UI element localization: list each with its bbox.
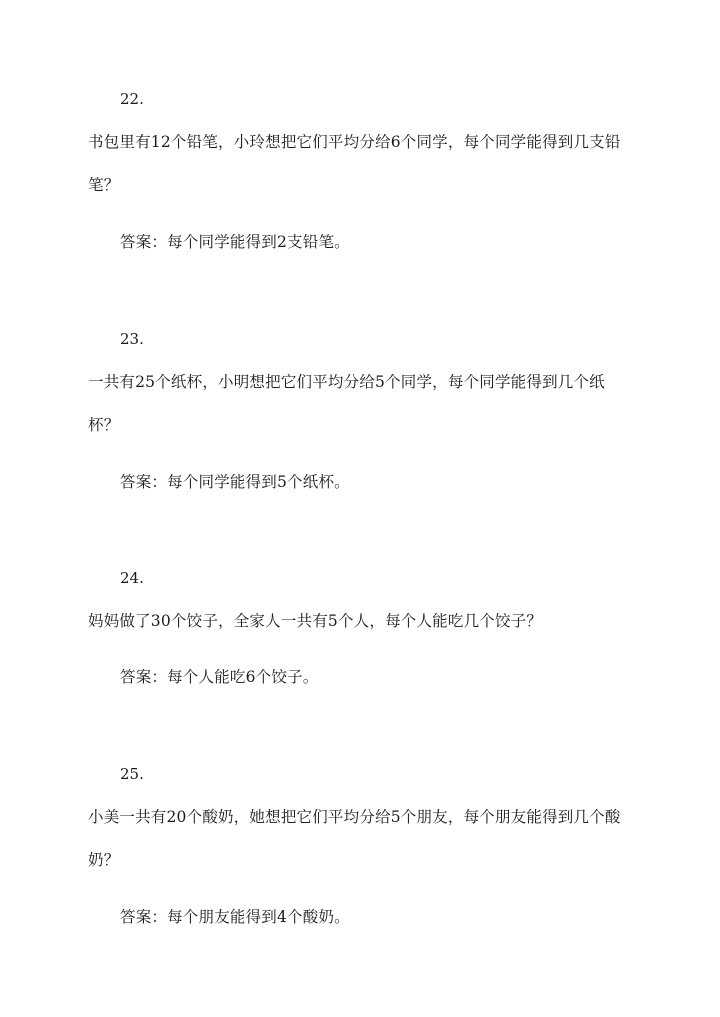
problem-answer: 答案：每个同学能得到5个纸杯。: [120, 473, 350, 491]
problem-answer: 答案：每个朋友能得到4个酸奶。: [120, 908, 350, 926]
problem-question: 妈妈做了30个饺子，全家人一共有5个人，每个人能吃几个饺子？: [88, 612, 543, 630]
problem-number: 25.: [120, 765, 144, 783]
problem-question: 书包里有12个铅笔，小玲想把它们平均分给6个同学，每个同学能得到几支铅笔？: [88, 133, 621, 194]
problem-number: 22.: [120, 90, 144, 108]
problem-answer: 答案：每个人能吃6个饺子。: [120, 668, 319, 686]
problem-question: 小美一共有20个酸奶，她想把它们平均分给5个朋友，每个朋友能得到几个酸奶？: [88, 808, 621, 869]
problem-answer: 答案：每个同学能得到2支铅笔。: [120, 233, 350, 251]
problem-number: 24.: [120, 569, 144, 587]
problem-number: 23.: [120, 330, 144, 348]
problem-question: 一共有25个纸杯，小明想把它们平均分给5个同学，每个同学能得到几个纸杯？: [88, 373, 605, 434]
